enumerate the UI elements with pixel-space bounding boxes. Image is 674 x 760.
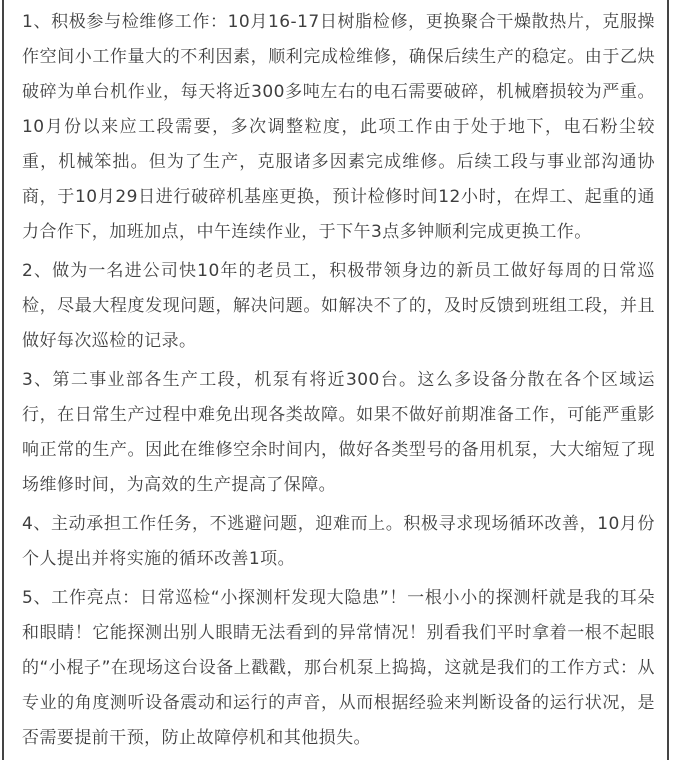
paragraph-3: 3、第二事业部各生产工段，机泵有将近300台。这么多设备分散在各个区域运行，在日常生产过程中难免出现各类故障。如果不做好前期准备工作，可能严重影响正常的生产。因此在维修空余时间内，做好各类型号的备用机泵，大大缩短了现场维修时间，为高效的生产提高了保障。 xyxy=(22,370,655,495)
paragraph-1: 1、积极参与检维修工作：10月16-17日树脂检修，更换聚合干燥散热片，克服操作空间小工作量大的不利因素，顺利完成检维修，确保后续生产的稳定。由于乙炔破碎为单台机作业，每天将近300多吨左右的电石需要破碎，机械磨损较为严重。10月份以来应工段需要，多次调整粒度，此项工作由于处于地下，电石粉尘较重，机械笨拙。但为了生产，克服诸多因素完成维修。后续工段与事业部沟通协商，于10月29日进行破碎机基座更换，预计检修时间12小时，在焊工、起重的通力合作下，加班加点，中午连续作业，于下午3点多钟顺利完成更换工作。 xyxy=(22,12,655,242)
paragraph-5: 5、工作亮点：日常巡检“小探测杆发现大隐患”！一根小小的探测杆就是我的耳朵和眼睛！它能探测出别人眼睛无法看到的异常情况！别看我们平时拿着一根不起眼的“小棍子”在现场这台设备上戳戳，那台机泵上捣捣，这就是我们的工作方式：从专业的角度测听设备震动和运行的声音，从而根据经验来判断设备的运行状况，是否需要提前干预，防止故障停机和其他损失。 xyxy=(22,588,655,748)
article-body xyxy=(22,5,655,756)
article-frame xyxy=(2,0,669,760)
paragraph-2: 2、做为一名进公司快10年的老员工，积极带领身边的新员工做好每周的日常巡检，尽最大程度发现问题，解决问题。如解决不了的，及时反馈到班组工段，并且做好每次巡检的记录。 xyxy=(22,261,655,351)
paragraph-4: 4、主动承担工作任务，不逃避问题，迎难而上。积极寻求现场循环改善，10月份个人提出并将实施的循环改善1项。 xyxy=(22,514,655,569)
